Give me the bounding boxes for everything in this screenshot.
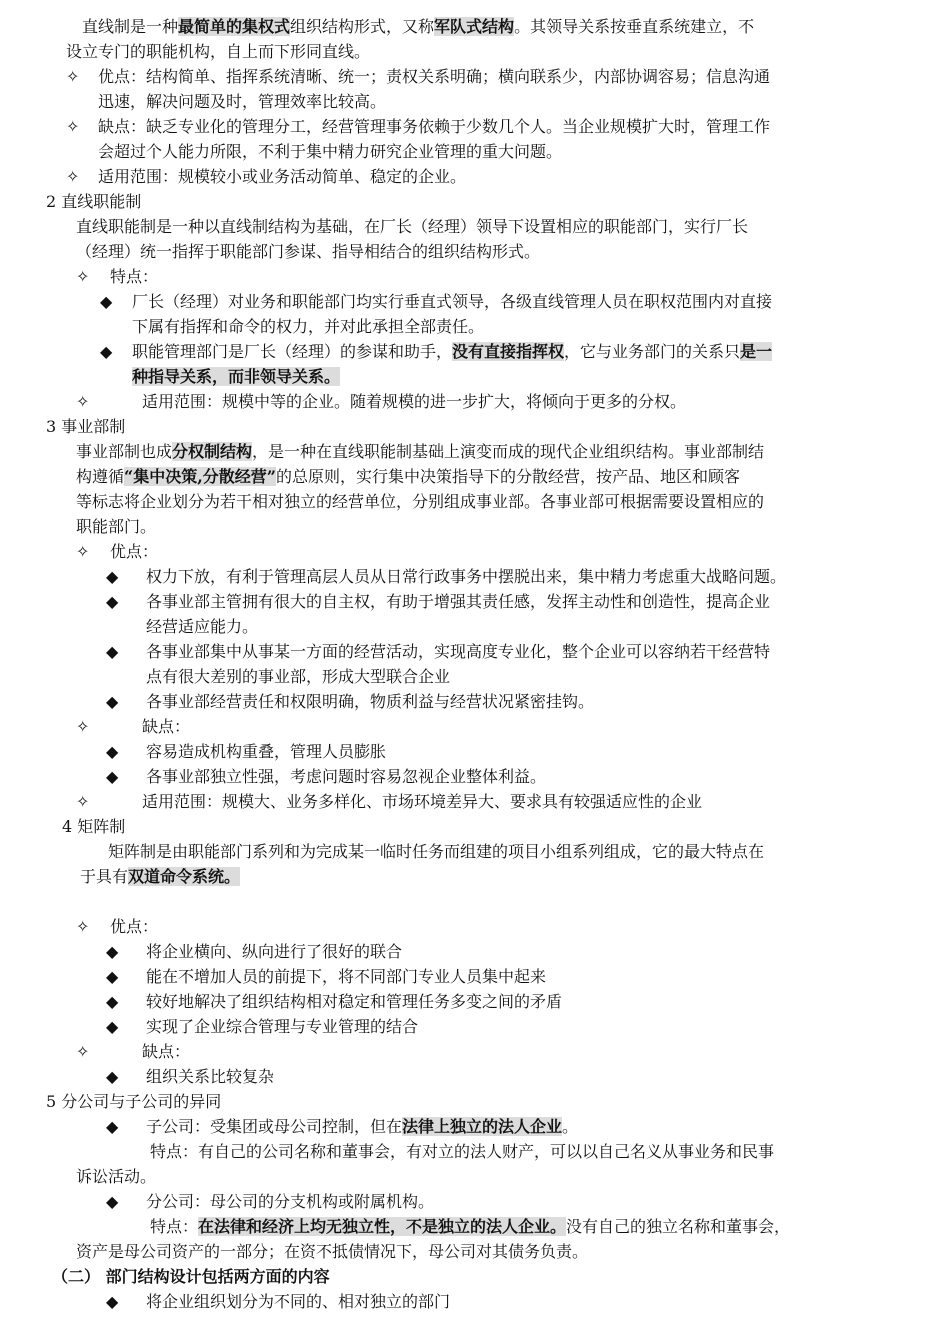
star-bullet-icon: ✧ [76,542,90,561]
text-line [132,314,484,339]
text-line [98,114,770,139]
text-run: 没有自己的独立名称和董事会， [566,1217,791,1236]
text-run: 2 直线职能制 [46,192,142,211]
text-line [146,1014,418,1039]
diamond-bullet-icon: ◆ [106,967,119,986]
star-bullet-icon: ✧ [76,717,90,736]
highlighted-text: 双道命令系统。 [128,867,241,886]
text-run: 容易造成机构重叠，管理人员膨胀 [146,742,387,761]
text-line [146,639,770,664]
diamond-bullet-icon: ◆ [106,942,119,961]
star-bullet-icon: ✧ [66,67,80,86]
text-run: 权力下放，有利于管理高层人员从日常行政事务中摆脱出来，集中精力考虑重大战略问题。 [146,567,787,586]
text-run: 优点： [110,542,159,561]
text-line [146,1064,274,1089]
text-line [82,14,754,39]
text-run: 适用范围：规模大、业务多样化、市场环境差异大、要求具有较强适应性的企业 [142,792,703,811]
text-run: 缺点： [142,1042,191,1061]
text-line [132,364,340,389]
text-run: 矩阵制是由职能部门系列和为完成某一临时任务而组建的项目小组系列组成，它的最大特点在 [108,842,765,861]
text-run: 适用范围：规模中等的企业。随着规模的进一步扩大，将倾向于更多的分权。 [142,392,687,411]
text-run: 子公司：受集团或母公司控制，但在 [146,1117,403,1136]
text-run: 的总原则，实行集中决策指导下的分散经营，按产品、地区和顾客 [276,467,741,486]
text-run: 资产是母公司资产的一部分；在资不抵债情况下，母公司对其债务负责。 [76,1242,589,1261]
star-bullet-icon: ✧ [76,1042,90,1061]
text-line [46,189,141,214]
text-line [52,1264,330,1289]
text-line [76,239,540,264]
highlighted-text: 在法律和经济上均无独立性，不是独立的法人企业。 [198,1217,567,1236]
star-bullet-icon: ✧ [66,167,80,186]
highlighted-text: “集中决策,分散经营” [124,467,276,486]
text-line [142,389,686,414]
text-run: 适用范围：规模较小或业务活动简单、稳定的企业。 [98,167,467,186]
text-run: （经理）统一指挥于职能部门参谋、指导相结合的组织结构形式。 [76,242,541,261]
text-line [146,564,786,589]
text-run: 特点：有自己的公司名称和董事会，有对立的法人财产，可以以自己名义从事业务和民事 [150,1142,775,1161]
text-line [146,1114,578,1139]
highlighted-text: 分权制结构 [172,442,253,461]
text-run: 各事业部独立性强，考虑问题时容易忽视企业整体利益。 [146,767,547,786]
text-line [146,739,386,764]
diamond-bullet-icon: ◆ [106,1067,119,1086]
text-run: 经营适应能力。 [146,617,259,636]
text-line [76,1164,156,1189]
highlighted-text: 是一 [740,342,773,361]
text-line [146,664,450,689]
text-line [146,1189,434,1214]
text-run: 。 [562,1117,579,1136]
text-run: 直线制是一种 [82,17,179,36]
highlighted-text: 法律上独立的法人企业 [402,1117,563,1136]
text-run: ，是一种在直线职能制基础上演变而成的现代企业组织结构。事业部制结 [252,442,765,461]
diamond-bullet-icon: ◆ [106,1292,119,1311]
text-run: ，它与业务部门的关系只 [564,342,741,361]
text-run: 下属有指挥和命令的权力，并对此承担全部责任。 [132,317,485,336]
diamond-bullet-icon: ◆ [106,742,119,761]
text-run: 较好地解决了组织结构相对稳定和管理任务多变之间的矛盾 [146,992,563,1011]
text-line [146,764,546,789]
text-line [98,64,770,89]
text-run: 各事业部经营责任和权限明确，物质利益与经营状况紧密挂钩。 [146,692,595,711]
text-run: 缺点： [142,717,191,736]
text-line [146,589,770,614]
highlighted-text: 没有直接指挥权 [452,342,565,361]
text-run: 。其领导关系按垂直系统建立，不 [514,17,755,36]
text-run: 分公司：母公司的分支机构或附属机构。 [146,1192,435,1211]
diamond-bullet-icon: ◆ [106,592,119,611]
text-run: 5 分公司与子公司的异同 [46,1092,222,1111]
text-run: 厂长（经理）对业务和职能部门均实行垂直式领导，各级直线管理人员在职权范围内对直接 [132,292,773,311]
text-run: 组织关系比较复杂 [146,1067,275,1086]
text-line [146,1289,450,1314]
text-line [76,489,764,514]
star-bullet-icon: ✧ [66,117,80,136]
text-line [150,1139,774,1164]
text-line [132,289,772,314]
text-run: 缺点：缺乏专业化的管理分工，经营管理事务依赖于少数几个人。当企业规模扩大时，管理工作 [98,117,771,136]
text-line [98,139,562,164]
text-line [146,964,546,989]
text-line [142,789,702,814]
diamond-bullet-icon: ◆ [106,1017,119,1036]
text-line [110,264,158,289]
diamond-bullet-icon: ◆ [106,767,119,786]
text-run: 实现了企业综合管理与专业管理的结合 [146,1017,419,1036]
text-line [98,164,466,189]
highlighted-text: 军队式结构 [434,17,515,36]
text-run: 职能管理部门是厂长（经理）的参谋和助手， [132,342,453,361]
diamond-bullet-icon: ◆ [106,692,119,711]
text-run: 迅速，解决问题及时，管理效率比较高。 [98,92,387,111]
text-run: 直线职能制是一种以直线制结构为基础，在厂长（经理）领导下设置相应的职能部门，实行厂长 [76,217,749,236]
text-run: 3 事业部制 [46,417,126,436]
text-run: 于具有 [80,867,129,886]
text-line [150,1214,790,1239]
text-line [66,39,370,64]
diamond-bullet-icon: ◆ [100,292,113,311]
text-run: 优点：结构简单、指挥系统清晰、统一；责权关系明确；横向联系少，内部协调容易；信息沟通 [98,67,771,86]
text-line [76,214,748,239]
text-line [110,539,158,564]
star-bullet-icon: ✧ [76,392,90,411]
text-line [146,614,258,639]
diamond-bullet-icon: ◆ [106,1117,119,1136]
text-run: 组织结构形式，又称 [290,17,435,36]
highlighted-text: 种指导关系，而非领导关系。 [132,367,341,386]
text-line [146,939,402,964]
diamond-bullet-icon: ◆ [106,992,119,1011]
text-run: 将企业组织划分为不同的、相对独立的部门 [146,1292,451,1311]
text-run: 设立专门的职能机构，自上而下形同直线。 [66,42,371,61]
text-run: 点有很大差别的事业部，形成大型联合企业 [146,667,451,686]
text-run: 会超过个人能力所限，不利于集中精力研究企业管理的重大问题。 [98,142,563,161]
diamond-bullet-icon: ◆ [106,1192,119,1211]
text-line [76,464,740,489]
text-line [76,1239,588,1264]
text-line [142,714,190,739]
text-line [62,814,125,839]
text-line [110,914,158,939]
text-run: 将企业横向、纵向进行了很好的联合 [146,942,403,961]
text-run: 职能部门。 [76,517,157,536]
text-line [76,514,156,539]
text-run: 各事业部集中从事某一方面的经营活动，实现高度专业化，整个企业可以容纳若干经营特 [146,642,771,661]
text-line [46,1089,221,1114]
text-line [98,89,386,114]
text-line [146,989,562,1014]
text-line [46,414,125,439]
star-bullet-icon: ✧ [76,267,90,286]
text-run: 构遵循 [76,467,125,486]
star-bullet-icon: ✧ [76,917,90,936]
text-run: 4 矩阵制 [62,817,126,836]
star-bullet-icon: ✧ [76,792,90,811]
diamond-bullet-icon: ◆ [100,342,113,361]
text-line [142,1039,190,1064]
text-run: 事业部制也成 [76,442,173,461]
text-run: 能在不增加人员的前提下，将不同部门专业人员集中起来 [146,967,547,986]
text-line [80,864,240,889]
text-run: 特点： [110,267,159,286]
diamond-bullet-icon: ◆ [106,642,119,661]
text-run: 等标志将企业划分为若干相对独立的经营单位，分别组成事业部。各事业部可根据需要设置相应的 [76,492,765,511]
text-run: 优点： [110,917,159,936]
text-line [132,339,772,364]
diamond-bullet-icon: ◆ [106,567,119,586]
text-run: 各事业部主管拥有很大的自主权，有助于增强其责任感，发挥主动性和创造性，提高企业 [146,592,771,611]
text-run: 诉讼活动。 [76,1167,157,1186]
text-run: （二） 部门结构设计包括两方面的内容 [52,1267,330,1286]
text-run: 特点： [150,1217,199,1236]
highlighted-text: 最简单的集权式 [178,17,291,36]
text-line [146,689,594,714]
text-line [108,839,764,864]
text-line [76,439,764,464]
